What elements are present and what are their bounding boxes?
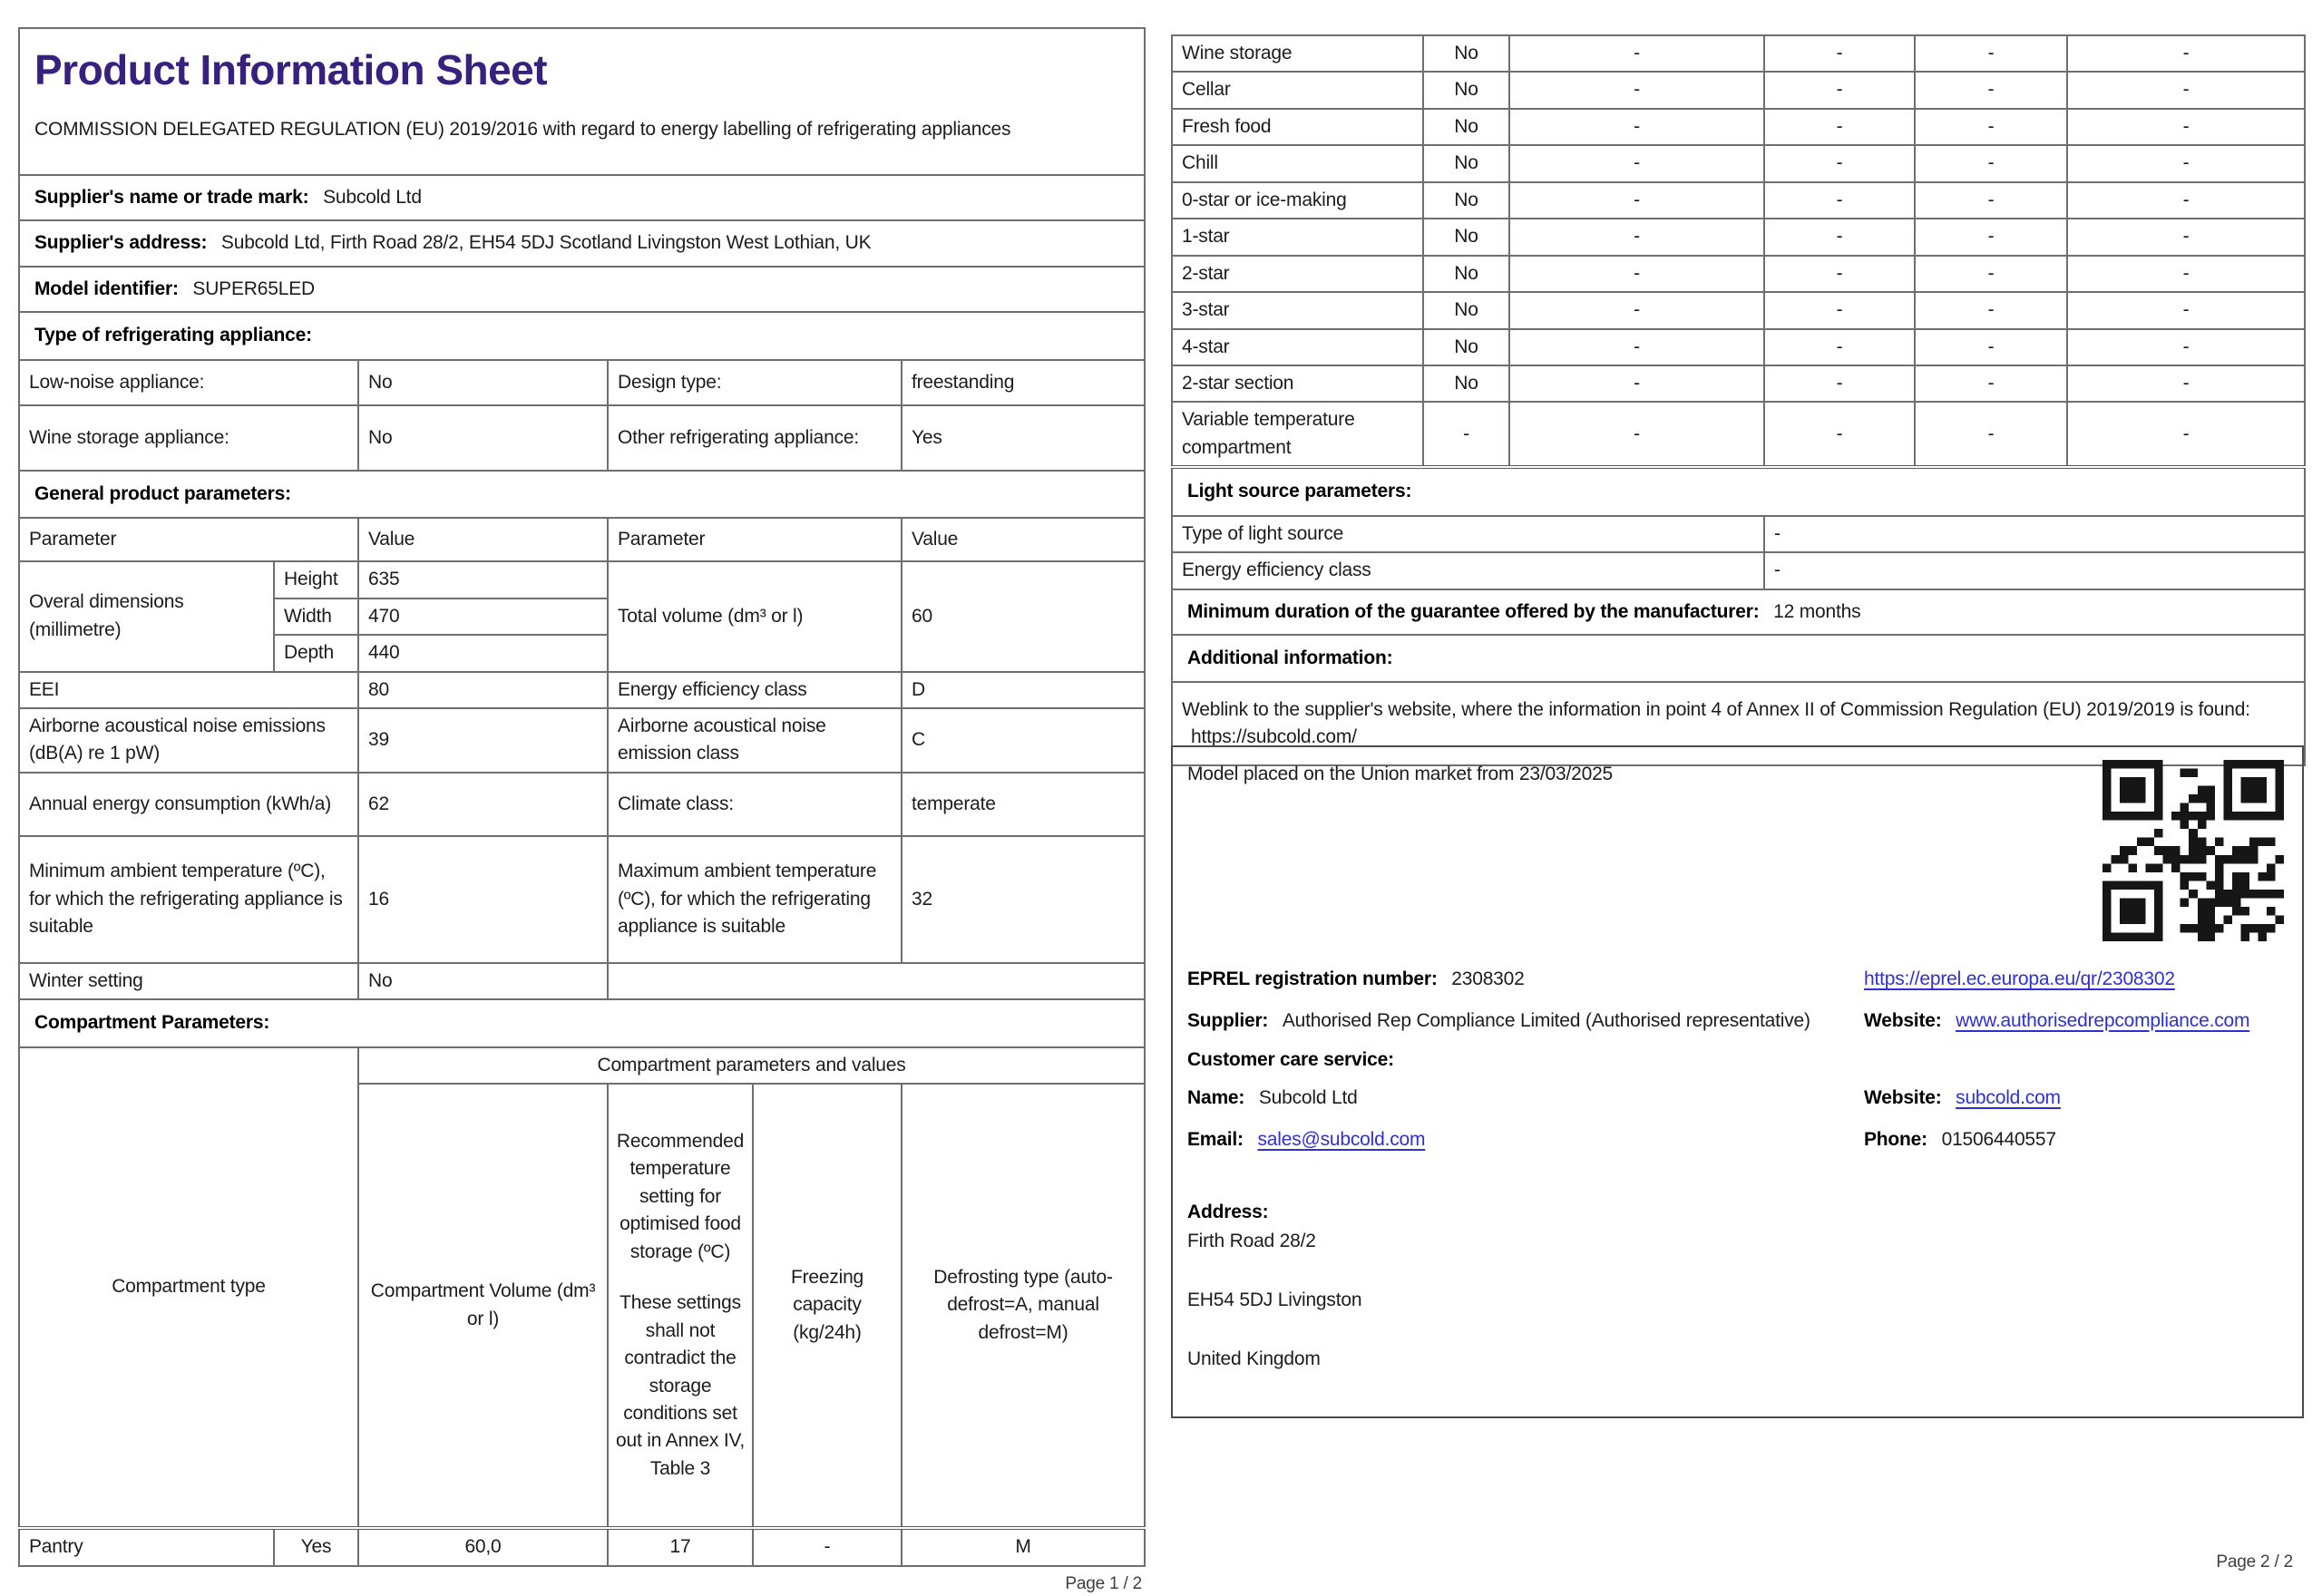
depth-value: 440 — [358, 635, 608, 671]
row-present: No — [1423, 72, 1509, 108]
row-v2: - — [1764, 182, 1915, 219]
market-info-box — [1171, 745, 2304, 1418]
page2-footer: Page 2 / 2 — [2216, 1552, 2293, 1572]
supplier-address-row — [19, 220, 1145, 266]
row-present: No — [1423, 35, 1509, 72]
compartment-row-2-star — [1172, 256, 2305, 292]
row-v1: - — [1509, 109, 1764, 145]
row-v3: - — [1915, 219, 2067, 255]
supplier-value: Authorised Rep Compliance Limited (Authorised representative) — [1282, 1009, 1810, 1031]
supplier-name-value: Subcold Ltd — [323, 187, 422, 208]
eei-value: 80 — [358, 672, 608, 708]
compartment-temp-header-line2: These settings shall not contradict the storage conditions set out in Annex IV, Table 3 — [616, 1292, 745, 1479]
noise-value: 39 — [358, 708, 608, 773]
row-v2: - — [1764, 35, 1915, 72]
row-v4: - — [2067, 365, 2305, 402]
supplier-name-row — [19, 175, 1145, 220]
design-type-label: Design type: — [608, 360, 902, 405]
defrosting-type-header: Defrosting type (auto-defrost=A, manual defrost=M) — [902, 1084, 1145, 1528]
winter-setting-empty-cell — [608, 963, 1145, 999]
noise-class-label: Airborne acoustical noise emission class — [608, 708, 902, 773]
row-label: Cellar — [1172, 72, 1423, 108]
supplier-address-label: Supplier's address: — [34, 232, 208, 254]
other-appliance-value: Yes — [902, 405, 1145, 471]
model-identifier-row — [19, 267, 1145, 312]
phone-value: 01506440557 — [1941, 1128, 2056, 1150]
row-v1: - — [1509, 182, 1764, 219]
website2-link[interactable]: subcold.com — [1956, 1087, 2061, 1108]
row-v1: - — [1509, 256, 1764, 292]
row-label: Fresh food — [1172, 109, 1423, 145]
weblink-text: Weblink to the supplier's website, where the information in point 4 of Annex II of Commission Regulation (EU) 2019/2019 is found: — [1182, 699, 2250, 720]
compartment-row-2-star-section — [1172, 365, 2305, 402]
page1-table — [18, 27, 1146, 1567]
row-v2: - — [1764, 329, 1915, 365]
title-cell — [19, 28, 1145, 175]
website2-cell — [1864, 1084, 2288, 1113]
row-v1: - — [1509, 329, 1764, 365]
row-v3: - — [1915, 329, 2067, 365]
row-v3: - — [1915, 72, 2067, 108]
address-line3: United Kingdom — [1187, 1348, 1321, 1370]
eei-row — [19, 672, 1145, 708]
additional-heading-cell — [1172, 635, 2305, 682]
light-heading-cell — [1172, 467, 2305, 515]
row-v4: - — [2067, 256, 2305, 292]
row-v3: - — [1915, 182, 2067, 219]
compartment-row-variable-temperature — [1172, 402, 2305, 467]
row-v3: - — [1915, 402, 2067, 467]
eprel-link[interactable]: https://eprel.ec.europa.eu/qr/2308302 — [1863, 968, 2175, 989]
compartment-row-1-star — [1172, 219, 2305, 255]
email-label: Email: — [1187, 1128, 1244, 1150]
row-v2: - — [1764, 109, 1915, 145]
phone-label: Phone: — [1863, 1128, 1927, 1150]
address-line1: Firth Road 28/2 — [1187, 1231, 1316, 1252]
row-v2: - — [1764, 219, 1915, 255]
supplier-address-value: Subcold Ltd, Firth Road 28/2, EH54 5DJ Scotland Livingston West Lothian, UK — [220, 232, 872, 254]
eprel-cell — [1187, 965, 1864, 994]
eei-label: EEI — [19, 672, 358, 708]
regulation-subtitle: COMMISSION DELEGATED REGULATION (EU) 2019/2016 with regard to energy labelling of refrigerating appliances — [34, 118, 1011, 140]
type-heading-row — [19, 312, 1145, 359]
compartment-group-header-row — [19, 1047, 1145, 1084]
row-label: 1-star — [1172, 219, 1423, 255]
compartment-heading: Compartment Parameters: — [34, 1012, 270, 1034]
row-v3: - — [1915, 292, 2067, 328]
light-type-value: - — [1764, 516, 2305, 552]
light-class-row — [1172, 552, 2305, 589]
website1-label: Website: — [1863, 1009, 1942, 1031]
row-v1: - — [1509, 145, 1764, 181]
row-v4: - — [2067, 182, 2305, 219]
width-value: 470 — [358, 598, 608, 635]
guarantee-value: 12 months — [1773, 600, 1861, 622]
compartment-heading-cell — [19, 999, 1145, 1046]
other-appliance-label: Other refrigerating appliance: — [608, 405, 902, 471]
compartment-row-cellar — [1172, 72, 2305, 108]
row-label: 2-star — [1172, 256, 1423, 292]
compartment-group-header: Compartment parameters and values — [358, 1047, 1145, 1084]
row-label: Wine storage — [1172, 35, 1423, 72]
compartment-type-header: Compartment type — [19, 1047, 358, 1528]
eprel-label: EPREL registration number: — [1187, 968, 1438, 989]
row-present: - — [1423, 402, 1509, 467]
model-identifier-cell — [19, 267, 1145, 312]
eprel-number: 2308302 — [1451, 968, 1525, 989]
row-v4: - — [2067, 72, 2305, 108]
supplier-label: Supplier: — [1187, 1009, 1269, 1031]
compartment-heading-row — [19, 999, 1145, 1046]
eprel-link-cell — [1864, 965, 2288, 994]
supplier-name-cell — [19, 175, 1145, 220]
energy-consumption-row — [19, 773, 1145, 836]
winter-setting-row — [19, 963, 1145, 999]
row-v4: - — [2067, 109, 2305, 145]
weblink-url: https://subcold.com/ — [1191, 726, 1357, 748]
qr-code — [2102, 760, 2284, 941]
noise-row — [19, 708, 1145, 773]
climate-class-label: Climate class: — [608, 773, 902, 836]
email-cell — [1187, 1125, 1864, 1154]
row-v3: - — [1915, 365, 2067, 402]
compartment-volume-header: Compartment Volume (dm³ or l) — [358, 1084, 608, 1528]
row-v4: - — [2067, 35, 2305, 72]
pantry-defrost: M — [902, 1528, 1145, 1565]
dimensions-height-row — [19, 561, 1145, 598]
total-volume-label: Total volume (dm³ or l) — [608, 561, 902, 671]
compartment-row-4-star — [1172, 329, 2305, 365]
design-type-value: freestanding — [902, 360, 1145, 405]
winter-setting-value: No — [358, 963, 608, 999]
care-name-label: Name: — [1187, 1087, 1245, 1108]
row-present: No — [1423, 256, 1509, 292]
compartment-row-chill — [1172, 145, 2305, 181]
type-heading-cell — [19, 312, 1145, 359]
care-name-value: Subcold Ltd — [1258, 1087, 1358, 1108]
freezing-capacity-header: Freezing capacity (kg/24h) — [753, 1084, 902, 1528]
pantry-freezing: - — [753, 1528, 902, 1565]
row-v2: - — [1764, 72, 1915, 108]
model-identifier-label: Model identifier: — [34, 277, 179, 299]
height-label: Height — [274, 561, 358, 598]
light-type-label: Type of light source — [1172, 516, 1764, 552]
additional-heading: Additional information: — [1187, 647, 1393, 668]
row-v1: - — [1509, 35, 1764, 72]
supplier-name-label: Supplier's name or trade mark: — [34, 187, 309, 208]
row-v3: - — [1915, 109, 2067, 145]
compartment-row-3-star — [1172, 292, 2305, 328]
height-value: 635 — [358, 561, 608, 598]
light-class-value: - — [1764, 552, 2305, 589]
market-row — [1187, 760, 2288, 952]
row-present: No — [1423, 329, 1509, 365]
row-label: 3-star — [1172, 292, 1423, 328]
depth-label: Depth — [274, 635, 358, 671]
row-label: 4-star — [1172, 329, 1423, 365]
address-block — [1187, 1168, 2288, 1404]
supplier-address-cell — [19, 220, 1145, 266]
row-v2: - — [1764, 402, 1915, 467]
ambient-temperature-row — [19, 836, 1145, 963]
total-volume-value: 60 — [902, 561, 1145, 671]
eprel-row — [1187, 965, 2288, 994]
general-heading-row — [19, 471, 1145, 518]
light-type-row — [1172, 516, 2305, 552]
row-v1: - — [1509, 292, 1764, 328]
max-ambient-label: Maximum ambient temperature (ºC), for which the refrigerating appliance is suitable — [608, 836, 902, 963]
row-v2: - — [1764, 365, 1915, 402]
guarantee-label: Minimum duration of the guarantee offered by the manufacturer: — [1187, 600, 1760, 622]
name-row — [1187, 1084, 2288, 1113]
model-identifier-value: SUPER65LED — [192, 277, 315, 299]
supplier-cell — [1187, 1007, 1864, 1036]
address-line2: EH54 5DJ Livingston — [1187, 1289, 1362, 1311]
winter-setting-label: Winter setting — [19, 963, 358, 999]
dimensions-label: Overal dimensions (millimetre) — [19, 561, 274, 671]
climate-class-value: temperate — [902, 773, 1145, 836]
customer-care-heading: Customer care service: — [1187, 1049, 1394, 1070]
row-present: No — [1423, 219, 1509, 255]
phone-cell — [1864, 1125, 2288, 1154]
low-noise-row — [19, 360, 1145, 405]
compartment-row-fresh-food — [1172, 109, 2305, 145]
low-noise-label: Low-noise appliance: — [19, 360, 358, 405]
noise-class-value: C — [902, 708, 1145, 773]
energy-consumption-value: 62 — [358, 773, 608, 836]
row-label: Chill — [1172, 145, 1423, 181]
row-v1: - — [1509, 365, 1764, 402]
row-present: No — [1423, 365, 1509, 402]
row-v2: - — [1764, 292, 1915, 328]
website1-link[interactable]: www.authorisedrepcompliance.com — [1956, 1009, 2250, 1031]
pantry-present: Yes — [274, 1528, 358, 1565]
website2-label: Website: — [1863, 1087, 1942, 1108]
row-label: 2-star section — [1172, 365, 1423, 402]
email-link[interactable]: sales@subcold.com — [1257, 1128, 1426, 1150]
max-ambient-value: 32 — [902, 836, 1145, 963]
compartment-row-0-star — [1172, 182, 2305, 219]
row-v4: - — [2067, 219, 2305, 255]
row-v3: - — [1915, 256, 2067, 292]
row-label: 0-star or ice-making — [1172, 182, 1423, 219]
row-v4: - — [2067, 292, 2305, 328]
pantry-label: Pantry — [19, 1528, 274, 1565]
email-phone-row — [1187, 1125, 2288, 1154]
website1-cell — [1864, 1007, 2288, 1036]
guarantee-row — [1172, 589, 2305, 635]
compartment-temp-header-line1: Recommended temperature setting for optimised food storage (ºC) — [616, 1131, 745, 1262]
row-v1: - — [1509, 219, 1764, 255]
page-2 — [1171, 34, 2304, 766]
row-v4: - — [2067, 329, 2305, 365]
title-row — [19, 28, 1145, 175]
general-heading-cell — [19, 471, 1145, 518]
row-v2: - — [1764, 145, 1915, 181]
pantry-row — [19, 1528, 1145, 1565]
additional-heading-row — [1172, 635, 2305, 682]
wine-storage-appliance-row — [19, 405, 1145, 471]
compartment-temp-header — [608, 1084, 753, 1528]
page2-table — [1171, 34, 2306, 766]
care-name-cell — [1187, 1084, 1864, 1113]
guarantee-cell — [1172, 589, 2305, 635]
row-v1: - — [1509, 72, 1764, 108]
general-heading: General product parameters: — [34, 482, 291, 504]
row-present: No — [1423, 109, 1509, 145]
pantry-temperature: 17 — [608, 1528, 753, 1565]
value-header-1: Value — [358, 518, 608, 561]
width-label: Width — [274, 598, 358, 635]
light-class-label: Energy efficiency class — [1172, 552, 1764, 589]
supplier-row — [1187, 1007, 2288, 1036]
low-noise-value: No — [358, 360, 608, 405]
page1-footer: Page 1 / 2 — [1065, 1573, 1142, 1593]
row-v3: - — [1915, 145, 2067, 181]
min-ambient-value: 16 — [358, 836, 608, 963]
value-header-2: Value — [902, 518, 1145, 561]
row-v4: - — [2067, 402, 2305, 467]
compartment-row-wine-storage — [1172, 35, 2305, 72]
energy-consumption-label: Annual energy consumption (kWh/a) — [19, 773, 358, 836]
noise-label: Airborne acoustical noise emissions (dB(A) re 1 pW) — [19, 708, 358, 773]
row-present: No — [1423, 292, 1509, 328]
light-heading: Light source parameters: — [1187, 481, 1412, 502]
param-header-row — [19, 518, 1145, 561]
row-v2: - — [1764, 256, 1915, 292]
row-present: No — [1423, 182, 1509, 219]
placed-on-market-text: Model placed on the Union market from 23/03/2025 — [1187, 764, 1614, 784]
row-v4: - — [2067, 145, 2305, 181]
pantry-volume: 60,0 — [358, 1528, 608, 1565]
row-present: No — [1423, 145, 1509, 181]
min-ambient-label: Minimum ambient temperature (ºC), for which the refrigerating appliance is suitable — [19, 836, 358, 963]
row-label: Variable temperature compartment — [1172, 402, 1423, 467]
param-header-2: Parameter — [608, 518, 902, 561]
address-label: Address: — [1187, 1201, 1269, 1222]
type-heading: Type of refrigerating appliance: — [34, 325, 312, 346]
wine-storage-appliance-value: No — [358, 405, 608, 471]
row-v1: - — [1509, 402, 1764, 467]
page-1 — [18, 27, 1144, 1594]
page-title: Product Information Sheet — [34, 46, 548, 93]
param-header-1: Parameter — [19, 518, 358, 561]
energy-class-value: D — [902, 672, 1145, 708]
energy-class-label: Energy efficiency class — [608, 672, 902, 708]
wine-storage-appliance-label: Wine storage appliance: — [19, 405, 358, 471]
row-v3: - — [1915, 35, 2067, 72]
light-heading-row — [1172, 467, 2305, 515]
